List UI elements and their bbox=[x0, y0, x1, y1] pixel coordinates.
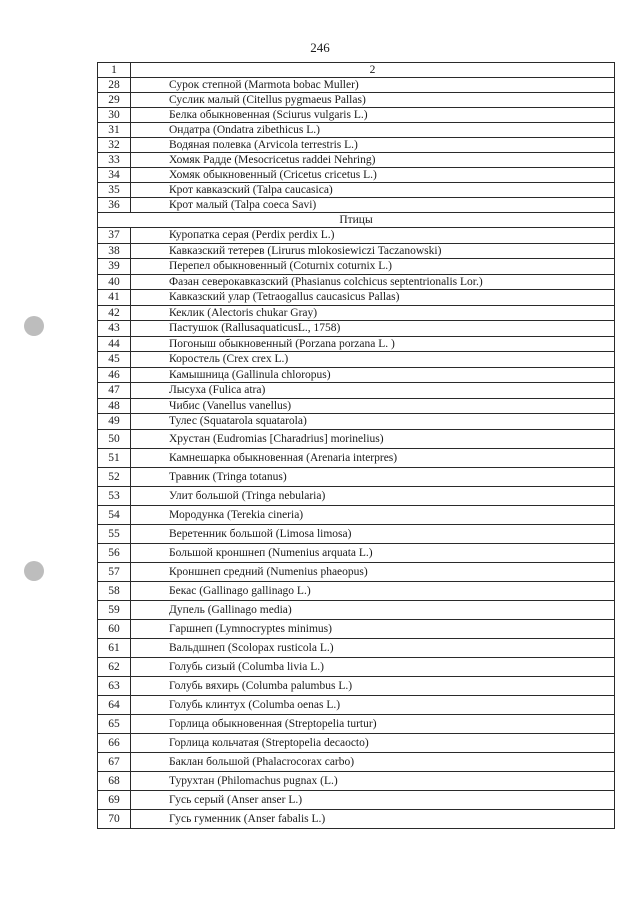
row-number: 34 bbox=[98, 168, 131, 183]
species-name: Большой кроншнеп (Numenius arquata L.) bbox=[131, 543, 615, 562]
table-row bbox=[98, 243, 615, 259]
table-row bbox=[98, 467, 615, 486]
table-row bbox=[98, 695, 615, 714]
row-number: 36 bbox=[98, 198, 131, 213]
table-row bbox=[98, 228, 615, 244]
table-row bbox=[98, 398, 615, 414]
binder-hole bbox=[24, 561, 44, 581]
row-number: 30 bbox=[98, 108, 131, 123]
row-number: 39 bbox=[98, 259, 131, 275]
section-title-birds: Птицы bbox=[98, 213, 615, 228]
species-name: Суслик малый (Citellus pygmaeus Pallas) bbox=[131, 93, 615, 108]
species-name: Лысуха (Fulica atra) bbox=[131, 383, 615, 399]
species-name: Горлица обыкновенная (Streptopelia turtur) bbox=[131, 714, 615, 733]
species-name: Камышница (Gallinula chloropus) bbox=[131, 367, 615, 383]
species-name: Вальдшнеп (Scolopax rusticola L.) bbox=[131, 638, 615, 657]
species-name: Веретенник большой (Limosa limosa) bbox=[131, 524, 615, 543]
table-row bbox=[98, 336, 615, 352]
row-number: 56 bbox=[98, 543, 131, 562]
row-number: 61 bbox=[98, 638, 131, 657]
species-name: Пастушок (RallusaquaticusL., 1758) bbox=[131, 321, 615, 337]
species-name: Крот малый (Talpa coeca Savi) bbox=[131, 198, 615, 213]
table-row bbox=[98, 790, 615, 809]
table-row bbox=[98, 543, 615, 562]
species-name: Мородунка (Terekia cineria) bbox=[131, 505, 615, 524]
row-number: 67 bbox=[98, 752, 131, 771]
species-name: Камнешарка обыкновенная (Arenaria interpres) bbox=[131, 448, 615, 467]
species-name: Сурок степной (Marmota bobac Muller) bbox=[131, 78, 615, 93]
table-header-row bbox=[98, 63, 615, 78]
table-row bbox=[98, 78, 615, 93]
row-number: 54 bbox=[98, 505, 131, 524]
row-number: 58 bbox=[98, 581, 131, 600]
row-number: 65 bbox=[98, 714, 131, 733]
species-name: Дупель (Gallinago media) bbox=[131, 600, 615, 619]
species-name: Гаршнеп (Lymnocryptes minimus) bbox=[131, 619, 615, 638]
row-number: 32 bbox=[98, 138, 131, 153]
table-row bbox=[98, 321, 615, 337]
table-row bbox=[98, 367, 615, 383]
row-number: 62 bbox=[98, 657, 131, 676]
table-row bbox=[98, 524, 615, 543]
row-number: 60 bbox=[98, 619, 131, 638]
species-name: Голубь сизый (Columba livia L.) bbox=[131, 657, 615, 676]
species-name: Голубь вяхирь (Columba palumbus L.) bbox=[131, 676, 615, 695]
species-name: Кавказский улар (Tetraogallus caucasicus Pallas) bbox=[131, 290, 615, 306]
species-name: Баклан большой (Phalacrocorax carbo) bbox=[131, 752, 615, 771]
species-name: Фазан северокавказский (Phasianus colchicus septentrionalis Lor.) bbox=[131, 274, 615, 290]
row-number: 57 bbox=[98, 562, 131, 581]
table-row bbox=[98, 305, 615, 321]
row-number: 49 bbox=[98, 414, 131, 430]
row-number: 45 bbox=[98, 352, 131, 368]
table-row bbox=[98, 562, 615, 581]
species-name: Травник (Tringa totanus) bbox=[131, 467, 615, 486]
species-name: Горлица кольчатая (Streptopelia decaocto) bbox=[131, 733, 615, 752]
row-number: 43 bbox=[98, 321, 131, 337]
row-number: 69 bbox=[98, 790, 131, 809]
table-row bbox=[98, 714, 615, 733]
species-table bbox=[97, 62, 615, 829]
table-row bbox=[98, 638, 615, 657]
table-row bbox=[98, 429, 615, 448]
species-name: Коростель (Crex crex L.) bbox=[131, 352, 615, 368]
row-number: 55 bbox=[98, 524, 131, 543]
row-number: 33 bbox=[98, 153, 131, 168]
row-number: 44 bbox=[98, 336, 131, 352]
row-number: 47 bbox=[98, 383, 131, 399]
section-row bbox=[98, 213, 615, 228]
table-row bbox=[98, 581, 615, 600]
table-row bbox=[98, 771, 615, 790]
table-row bbox=[98, 168, 615, 183]
row-number: 59 bbox=[98, 600, 131, 619]
binder-hole bbox=[24, 316, 44, 336]
species-name: Хрустан (Eudromias [Charadrius] morinelius) bbox=[131, 429, 615, 448]
table-row bbox=[98, 619, 615, 638]
table-row bbox=[98, 138, 615, 153]
species-name: Ондатра (Ondatra zibethicus L.) bbox=[131, 123, 615, 138]
species-name: Белка обыкновенная (Sciurus vulgaris L.) bbox=[131, 108, 615, 123]
row-number: 42 bbox=[98, 305, 131, 321]
row-number: 64 bbox=[98, 695, 131, 714]
table-row bbox=[98, 752, 615, 771]
row-number: 50 bbox=[98, 429, 131, 448]
table-row bbox=[98, 198, 615, 213]
table-row bbox=[98, 486, 615, 505]
table-row bbox=[98, 123, 615, 138]
table-row bbox=[98, 274, 615, 290]
species-name: Куропатка серая (Perdix perdix L.) bbox=[131, 228, 615, 244]
species-name: Гусь серый (Anser anser L.) bbox=[131, 790, 615, 809]
table-row bbox=[98, 383, 615, 399]
species-name: Турухтан (Philomachus pugnax (L.) bbox=[131, 771, 615, 790]
species-name: Хомяк обыкновенный (Cricetus cricetus L.) bbox=[131, 168, 615, 183]
row-number: 29 bbox=[98, 93, 131, 108]
table-row bbox=[98, 183, 615, 198]
row-number: 35 bbox=[98, 183, 131, 198]
row-number: 68 bbox=[98, 771, 131, 790]
species-name: Крот кавказский (Talpa caucasica) bbox=[131, 183, 615, 198]
row-number: 38 bbox=[98, 243, 131, 259]
row-number: 40 bbox=[98, 274, 131, 290]
table-row bbox=[98, 414, 615, 430]
table-row bbox=[98, 733, 615, 752]
header-col-2: 2 bbox=[131, 63, 615, 78]
row-number: 28 bbox=[98, 78, 131, 93]
table-row bbox=[98, 657, 615, 676]
header-col-1: 1 bbox=[98, 63, 131, 78]
row-number: 41 bbox=[98, 290, 131, 306]
table-row bbox=[98, 809, 615, 828]
row-number: 53 bbox=[98, 486, 131, 505]
table-row bbox=[98, 448, 615, 467]
species-name: Кроншнеп средний (Numenius phaeopus) bbox=[131, 562, 615, 581]
table-row bbox=[98, 108, 615, 123]
row-number: 52 bbox=[98, 467, 131, 486]
row-number: 46 bbox=[98, 367, 131, 383]
species-name: Погоныш обыкновенный (Porzana porzana L. ) bbox=[131, 336, 615, 352]
species-name: Перепел обыкновенный (Coturnix coturnix L.) bbox=[131, 259, 615, 275]
row-number: 37 bbox=[98, 228, 131, 244]
species-name: Чибис (Vanellus vanellus) bbox=[131, 398, 615, 414]
species-name: Кавказский тетерев (Lirurus mlokosiewiczi Taczanowski) bbox=[131, 243, 615, 259]
species-name: Кеклик (Alectoris chukar Gray) bbox=[131, 305, 615, 321]
row-number: 70 bbox=[98, 809, 131, 828]
table-row bbox=[98, 153, 615, 168]
table-row bbox=[98, 505, 615, 524]
row-number: 63 bbox=[98, 676, 131, 695]
row-number: 66 bbox=[98, 733, 131, 752]
page-number: 246 bbox=[310, 40, 330, 55]
species-name: Водяная полевка (Arvicola terrestris L.) bbox=[131, 138, 615, 153]
species-name: Гусь гуменник (Anser fabalis L.) bbox=[131, 809, 615, 828]
table-row bbox=[98, 352, 615, 368]
table-row bbox=[98, 93, 615, 108]
table-row bbox=[98, 259, 615, 275]
row-number: 31 bbox=[98, 123, 131, 138]
species-name: Улит большой (Tringa nebularia) bbox=[131, 486, 615, 505]
species-name: Тулес (Squatarola squatarola) bbox=[131, 414, 615, 430]
species-name: Хомяк Радде (Mesocricetus raddei Nehring) bbox=[131, 153, 615, 168]
row-number: 48 bbox=[98, 398, 131, 414]
row-number: 51 bbox=[98, 448, 131, 467]
species-name: Бекас (Gallinago gallinago L.) bbox=[131, 581, 615, 600]
table-row bbox=[98, 600, 615, 619]
table-row bbox=[98, 676, 615, 695]
species-name: Голубь клинтух (Columba oenas L.) bbox=[131, 695, 615, 714]
table-row bbox=[98, 290, 615, 306]
